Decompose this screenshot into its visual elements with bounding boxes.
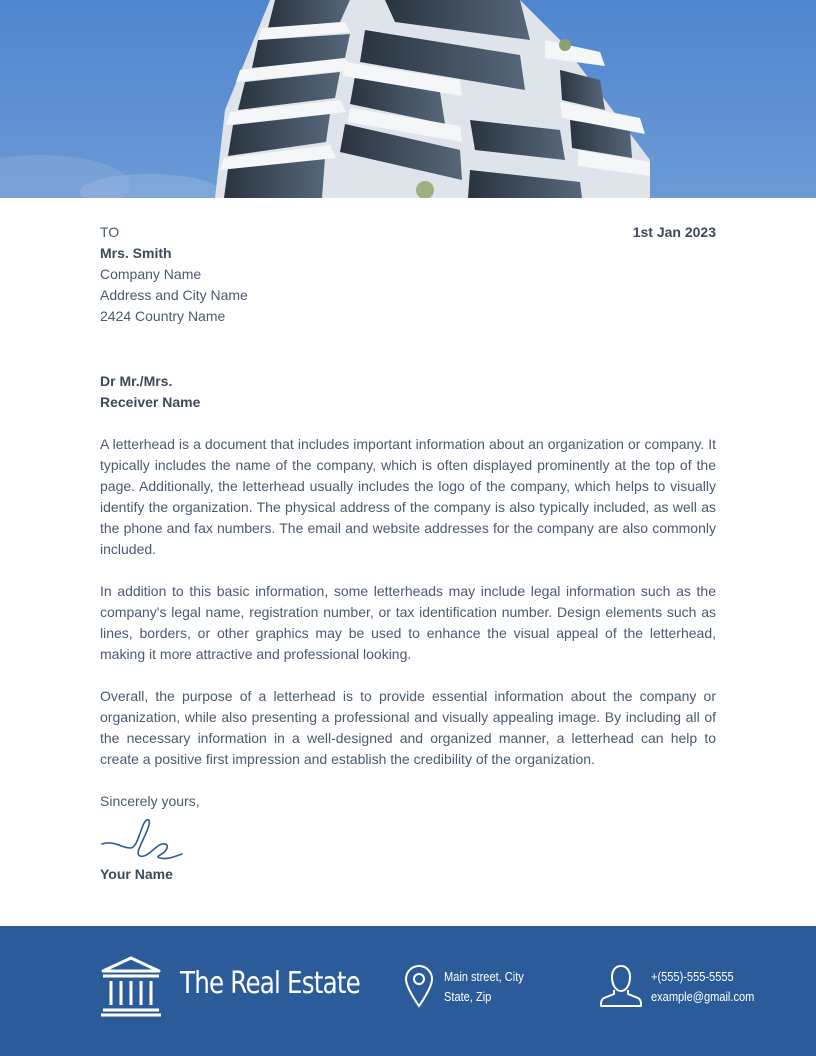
- salutation-line-1: Dr Mr./Mrs.: [100, 373, 173, 389]
- recipient-country: 2424 Country Name: [100, 308, 226, 324]
- phone-number: +(555)-555-5555: [651, 969, 734, 984]
- letter-date: 1st Jan 2023: [632, 224, 716, 240]
- signature-drawing: [100, 814, 184, 864]
- paragraph-2: In addition to this basic information, some letterheads may include legal information such as the company's legal name, registration number, or tax identification number. Design elements such as lines, borders, or other graphics may be used to enhance the visual appeal of the letterhead, making it more attractive and professional looking.: [100, 583, 716, 662]
- brand-name: The Real Estate: [180, 966, 360, 1001]
- footer-address: [444, 967, 524, 1007]
- footer-contact: [651, 967, 754, 1007]
- address-line-2: State, Zip: [444, 989, 492, 1004]
- recipient-address: Address and City Name: [100, 287, 248, 303]
- recipient-name: Mrs. Smith: [100, 245, 172, 261]
- closing: Sincerely yours,: [100, 793, 200, 809]
- columns-building-icon: [100, 955, 162, 1017]
- address-line-1: Main street, City: [444, 969, 524, 984]
- map-pin-icon: [404, 964, 434, 1008]
- user-icon: [600, 964, 642, 1008]
- footer-bar: [0, 926, 816, 1056]
- salutation-line-2: Receiver Name: [100, 394, 201, 410]
- to-label: TO: [100, 224, 120, 240]
- building-illustration: [0, 0, 816, 198]
- letter-body: [100, 222, 716, 885]
- paragraph-1: A letterhead is a document that includes important information about an organization or company. It typically includes the name of the company, which is often displayed prominently at the top of the page. Additionally, the letterhead usually includes the logo of the company, which helps to visually identify the organization. The physical address of the company is also typically included, as well as the phone and fax numbers. The email and website addresses for the company are also commonly included.: [100, 436, 716, 557]
- recipient-company: Company Name: [100, 266, 202, 282]
- email-address: example@gmail.com: [651, 989, 755, 1004]
- paragraph-3: Overall, the purpose of a letterhead is to provide essential information about the company or organization, while also presenting a professional and visually appealing image. By including all of the necessary information in a well-designed and organized manner, a letterhead can help to create a positive first impression and establish the credibility of the organization.: [100, 688, 716, 767]
- signer-name: Your Name: [100, 866, 173, 882]
- header-photo: [0, 0, 816, 198]
- spacer: [100, 327, 716, 371]
